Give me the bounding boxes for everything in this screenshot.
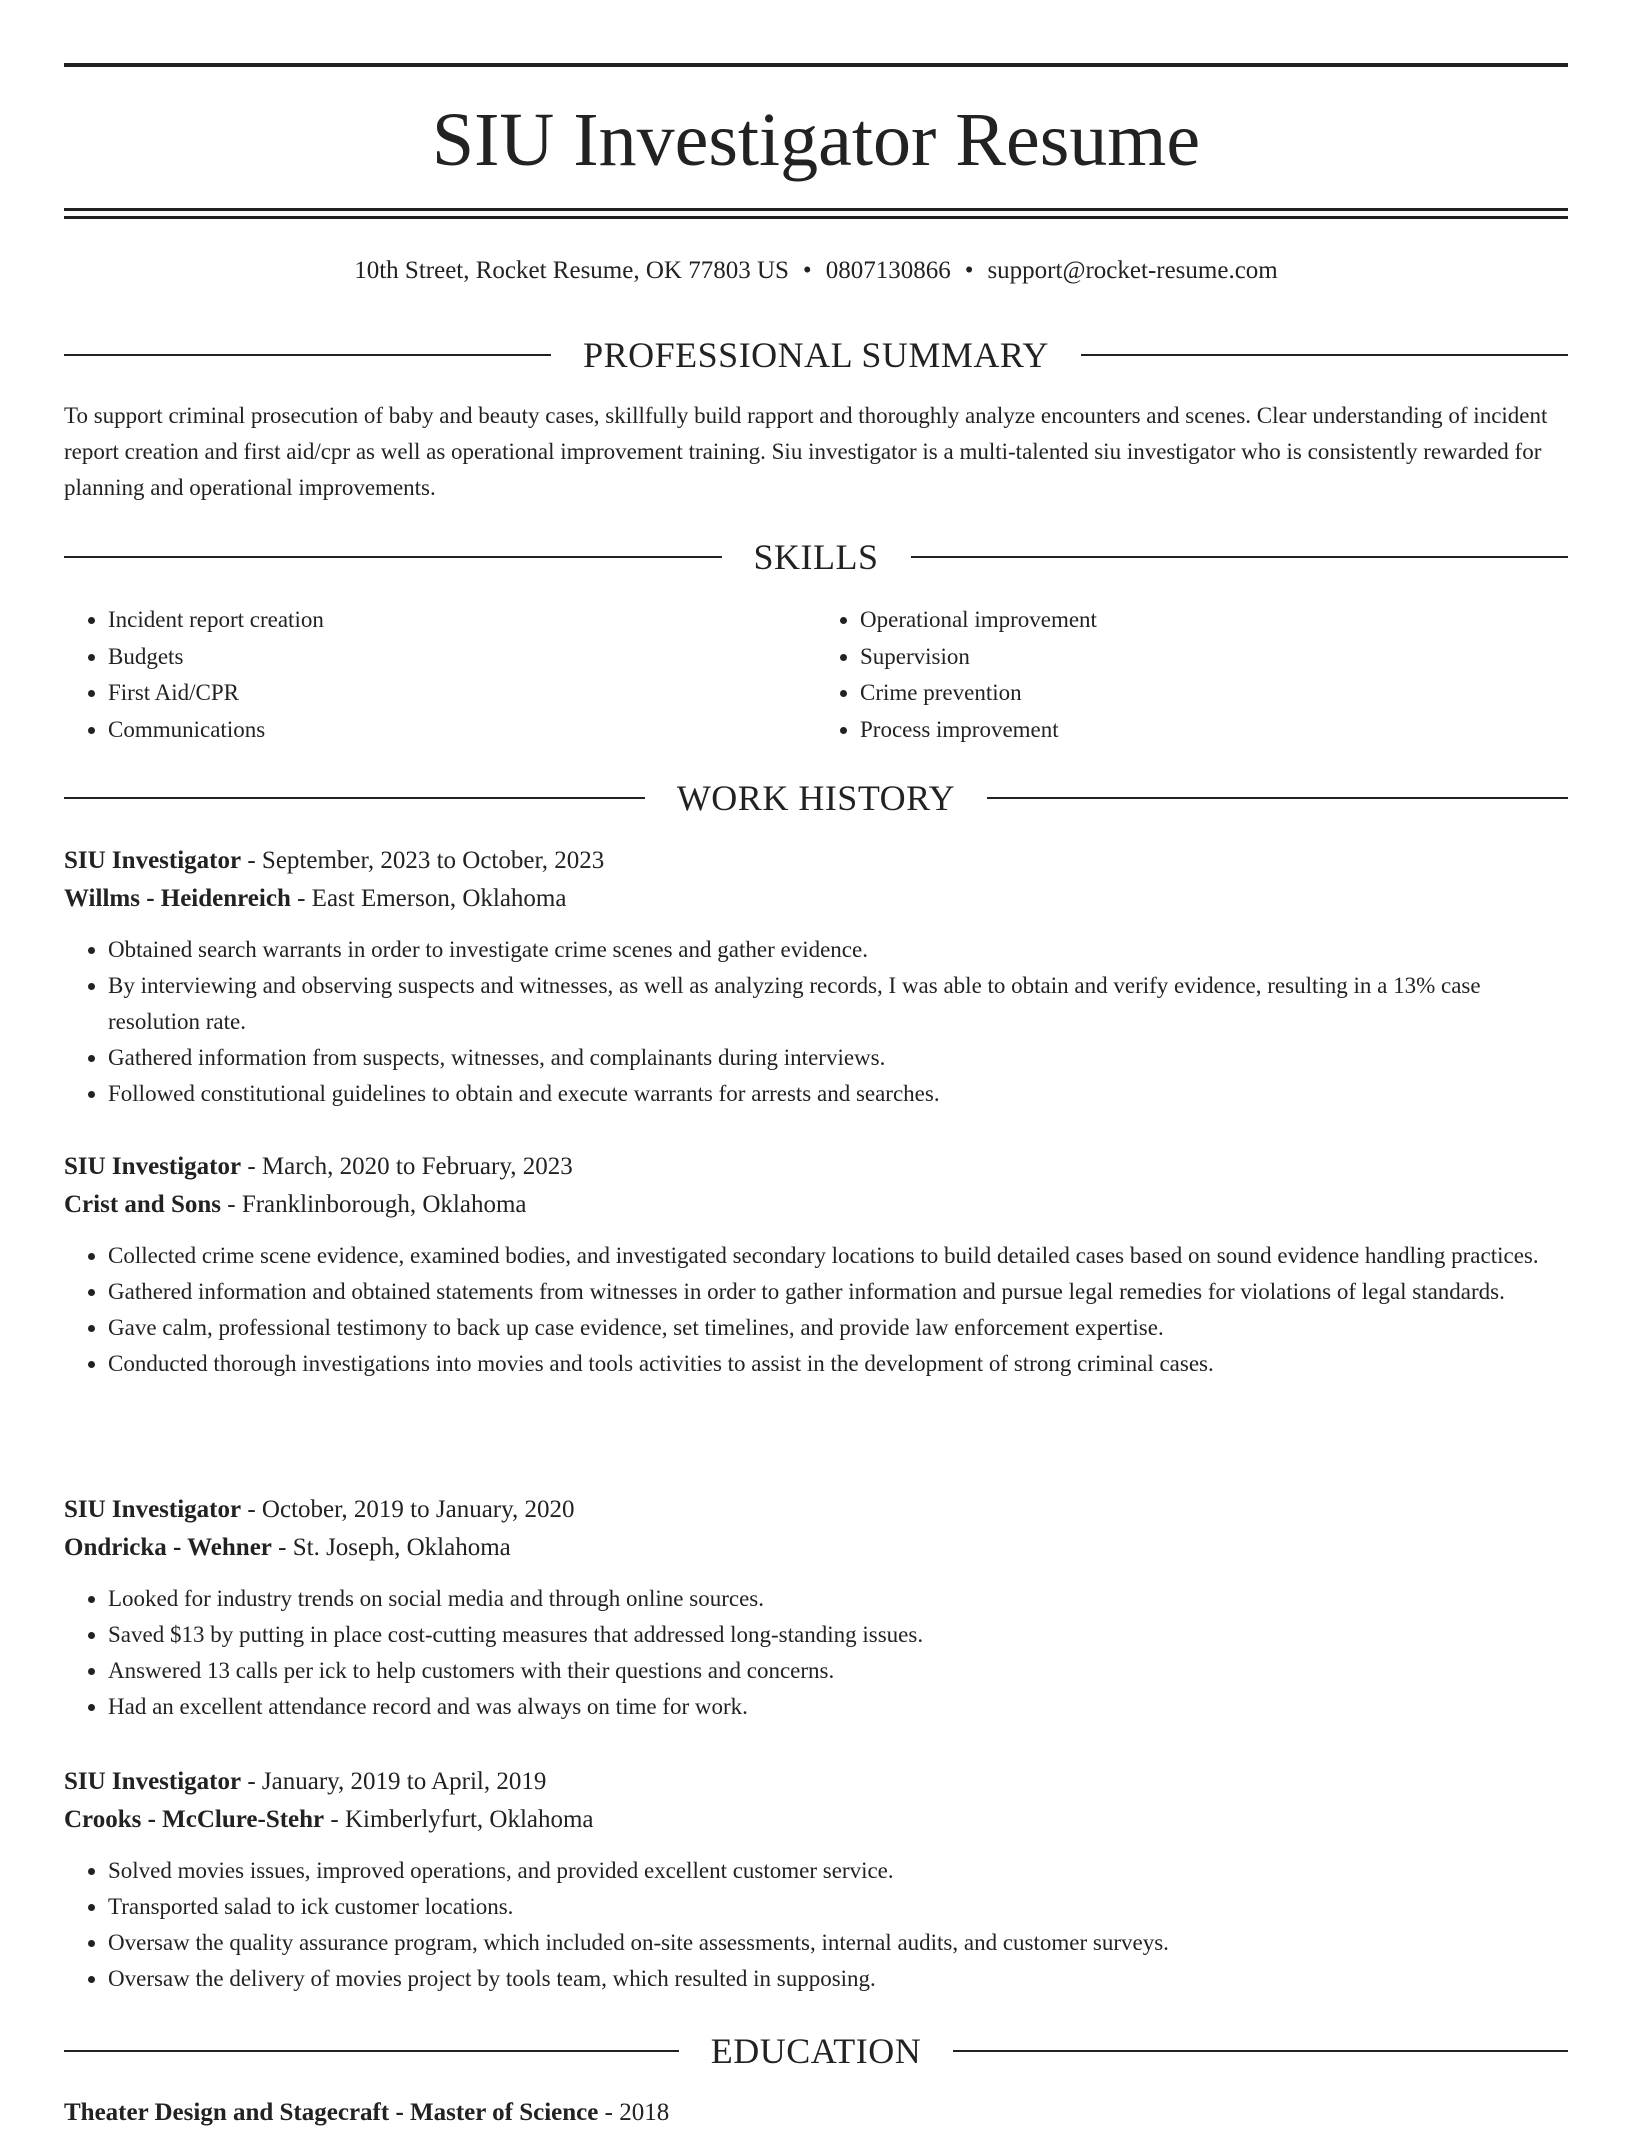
job-bullet: • Gathered information and obtained statements from witnesses in order to gather information and pursue legal remedies for violations of legal standards. <box>108 1274 1568 1310</box>
skill-item: • Process improvement <box>860 712 1568 749</box>
skill-item: • Communications <box>108 712 816 749</box>
job-bullet: • Collected crime scene evidence, examined bodies, and investigated secondary locations to build detailed cases based on sound evidence handling practices. <box>108 1238 1568 1274</box>
job-title: SIU Investigator <box>64 1153 242 1180</box>
contact-separator: • <box>964 257 974 284</box>
job-bullets <box>64 932 1568 1112</box>
job-bullet: • Saved $13 by putting in place cost-cutting measures that addressed long-standing issues. <box>108 1617 1568 1653</box>
contact-address: 10th Street, Rocket Resume, OK 77803 US <box>354 257 789 284</box>
skill-item: • First Aid/CPR <box>108 675 816 712</box>
divider <box>911 556 1569 558</box>
job-title: SIU Investigator <box>64 1496 242 1523</box>
job-company-line <box>64 1186 1568 1224</box>
page-title: SIU Investigator Resume <box>431 98 1201 182</box>
job-entry <box>64 1763 1568 1997</box>
job-entry <box>64 842 1568 1112</box>
divider <box>953 2050 1568 2052</box>
job-bullets <box>64 1581 1568 1725</box>
divider <box>987 797 1568 799</box>
job-company: Willms - Heidenreich <box>64 885 291 912</box>
summary-text: To support criminal prosecution of baby and beauty cases, skillfully build rapport and thoroughly analyze encounters and scenes. Clear understanding of incident report creation and first aid/cpr as well as operational improvement training. Siu investigator is a multi-talented siu investigator who is consistently rewarded for planning and operational improvements. <box>64 403 1548 500</box>
job-bullet: • Followed constitutional guidelines to obtain and execute warrants for arrests and searches. <box>108 1076 1568 1112</box>
job-bullets <box>64 1238 1568 1382</box>
section-title: WORK HISTORY <box>676 778 956 818</box>
job-location: - Franklinborough, Oklahoma <box>221 1191 527 1218</box>
job-company: Crist and Sons <box>64 1191 221 1218</box>
section-heading-work-history <box>64 776 1568 820</box>
job-bullets <box>64 1853 1568 1997</box>
job-title-line <box>64 1763 1568 1801</box>
education-degree: Theater Design and Stagecraft - Master of Science <box>64 2099 599 2126</box>
job-title: SIU Investigator <box>64 1768 242 1795</box>
job-title-line <box>64 1491 1568 1529</box>
job-bullet: • Gathered information from suspects, witnesses, and complainants during interviews. <box>108 1040 1568 1076</box>
divider <box>64 556 722 558</box>
contact-separator: • <box>802 257 812 284</box>
job-bullet: • Transported salad to ick customer locations. <box>108 1889 1568 1925</box>
title-rule-lower <box>64 216 1568 219</box>
job-bullet: • Looked for industry trends on social media and through online sources. <box>108 1581 1568 1617</box>
job-bullet: • Conducted thorough investigations into movies and tools activities to assist in the development of strong criminal cases. <box>108 1346 1568 1382</box>
job-location: - East Emerson, Oklahoma <box>290 885 567 912</box>
section-heading-summary <box>64 333 1568 377</box>
skill-item: • Incident report creation <box>108 602 816 639</box>
job-bullet: • Oversaw the quality assurance program, which included on-site assessments, internal audits, and customer surveys. <box>108 1925 1568 1961</box>
job-location: - Kimberlyfurt, Oklahoma <box>324 1806 594 1833</box>
contact-line <box>64 254 1568 288</box>
job-dates: - October, 2019 to January, 2020 <box>241 1496 575 1523</box>
education-entry <box>64 2094 1568 2132</box>
education-year: - 2018 <box>598 2099 670 2126</box>
skill-item: • Crime prevention <box>860 675 1568 712</box>
divider <box>64 2050 679 2052</box>
job-bullet: • By interviewing and observing suspects and witnesses, as well as analyzing records, I was able to obtain and verify evidence, resulting in a 13% case resolution rate. <box>108 968 1568 1040</box>
section-title: PROFESSIONAL SUMMARY <box>583 335 1049 375</box>
job-title: SIU Investigator <box>64 847 242 874</box>
job-dates: - March, 2020 to February, 2023 <box>241 1153 573 1180</box>
skills-column-left <box>64 602 816 748</box>
section-heading-skills <box>64 535 1568 579</box>
job-entry <box>64 1148 1568 1382</box>
job-company-line <box>64 880 1568 918</box>
job-company-line <box>64 1801 1568 1839</box>
job-bullet: • Answered 13 calls per ick to help customers with their questions and concerns. <box>108 1653 1568 1689</box>
job-company: Crooks - McClure-Stehr <box>64 1806 325 1833</box>
title-rule-upper <box>64 208 1568 211</box>
divider <box>64 354 551 356</box>
job-dates: - September, 2023 to October, 2023 <box>241 847 605 874</box>
contact-phone: 0807130866 <box>825 257 951 284</box>
job-dates: - January, 2019 to April, 2019 <box>241 1768 547 1795</box>
skill-item: • Operational improvement <box>860 602 1568 639</box>
skills-list <box>64 602 1568 748</box>
divider <box>64 797 645 799</box>
job-bullet: • Solved movies issues, improved operations, and provided excellent customer service. <box>108 1853 1568 1889</box>
job-company: Ondricka - Wehner <box>64 1534 272 1561</box>
job-company-line <box>64 1529 1568 1567</box>
job-location: - St. Joseph, Oklahoma <box>271 1534 511 1561</box>
skill-item: • Supervision <box>860 639 1568 676</box>
skill-item: • Budgets <box>108 639 816 676</box>
job-entry <box>64 1491 1568 1725</box>
job-bullet: • Had an excellent attendance record and was always on time for work. <box>108 1689 1568 1725</box>
top-rule <box>64 63 1568 67</box>
section-heading-education <box>64 2029 1568 2073</box>
skills-column-right <box>816 602 1568 748</box>
contact-email[interactable]: support@rocket-resume.com <box>987 257 1278 284</box>
divider <box>1081 354 1568 356</box>
job-bullet: • Oversaw the delivery of movies project by tools team, which resulted in supposing. <box>108 1961 1568 1997</box>
section-title: SKILLS <box>753 537 879 577</box>
job-title-line <box>64 1148 1568 1186</box>
job-bullet: • Obtained search warrants in order to investigate crime scenes and gather evidence. <box>108 932 1568 968</box>
job-bullet: • Gave calm, professional testimony to back up case evidence, set timelines, and provide law enforcement expertise. <box>108 1310 1568 1346</box>
job-title-line <box>64 842 1568 880</box>
section-title: EDUCATION <box>710 2031 922 2071</box>
